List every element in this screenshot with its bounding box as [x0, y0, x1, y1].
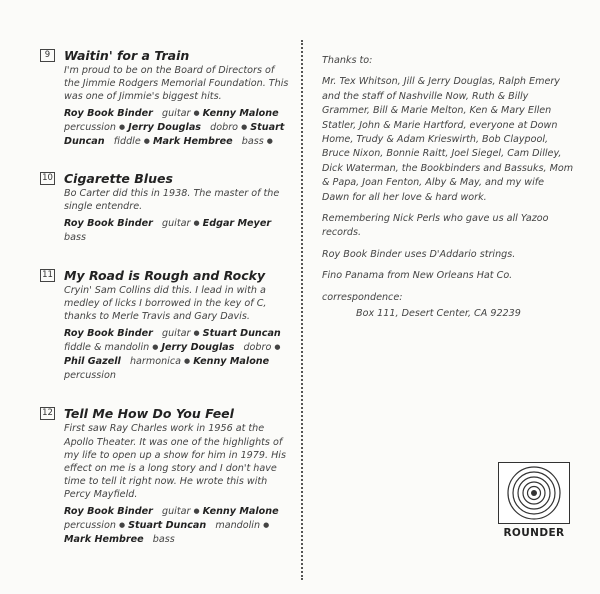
credit-role: dobro: [243, 341, 272, 353]
track-credits: Roy Book Binder guitar ● Stuart Duncan fiddle & mandolin ● Jerry Douglas dobro ● Phil Gazell harmonica ● Kenny Malone percussion: [64, 327, 281, 382]
track-note: I'm proud to be on the Board of Directors of the Jimmie Rodgers Memorial Foundation. This was one of Jimmie's biggest hits.: [64, 65, 289, 103]
rounder-logo: [498, 462, 570, 539]
dotted-divider: [301, 40, 303, 580]
credit-name: Mark Hembree: [152, 136, 233, 148]
concentric-circles-record-icon: [498, 462, 570, 524]
track-notes-column: [40, 48, 290, 568]
track-12: [40, 406, 290, 546]
credit-name: Roy Book Binder: [64, 217, 153, 229]
credit-role: mandolin: [215, 519, 261, 531]
track-11: [40, 268, 290, 382]
track-number: 12: [40, 407, 55, 420]
track-number: 9: [40, 49, 55, 62]
correspondence-label: correspondence:: [322, 291, 403, 303]
credit-name: Stuart Duncan: [64, 121, 285, 148]
track-note: Cryin' Sam Collins did this. I lead in with a medley of licks I borrowed in the key of C, thanks to Merle Travis and Gary Davis.: [64, 285, 267, 323]
track-note: Bo Carter did this in 1938. The master of the single entendre.: [64, 188, 280, 213]
credit-name: Jerry Douglas: [128, 121, 201, 133]
credit-role: bass: [241, 136, 264, 148]
hat-note: Fino Panama from New Orleans Hat Co.: [322, 270, 513, 282]
track-credits: Roy Book Binder guitar ● Kenny Malone percussion ● Jerry Douglas dobro ● Stuart Duncan fiddle ● Mark Hembree bass ●: [64, 107, 285, 148]
track-note: First saw Ray Charles work in 1956 at the Apollo Theater. It was one of the highlights of my life to open up a show for him in 1979. His effect on me is a long story and I don't have time to tell it right now. He wrote this with Percy Mayfield.: [64, 423, 286, 501]
credit-role: bass: [64, 231, 86, 243]
mailing-address: Box 111, Desert Center, CA 92239: [356, 308, 521, 320]
credit-name: Kenny Malone: [202, 107, 279, 119]
track-title: My Road is Rough and Rocky: [64, 268, 266, 284]
logo-label: ROUNDER: [503, 527, 565, 539]
track-credits: Roy Book Binder guitar ● Edgar Meyer bass: [64, 217, 272, 243]
credit-name: Stuart Duncan: [202, 327, 281, 339]
track-title: Cigarette Blues: [64, 171, 173, 187]
credit-role: guitar: [162, 327, 191, 339]
credit-name: Stuart Duncan: [128, 519, 207, 531]
credit-role: fiddle: [113, 136, 141, 148]
remembering-note: Remembering Nick Perls who gave us all Yazoo records.: [322, 213, 549, 239]
strings-note: Roy Book Binder uses D'Addario strings.: [322, 248, 516, 260]
credit-role: percussion: [64, 370, 116, 382]
credit-role: dobro: [210, 121, 239, 133]
credit-name: Jerry Douglas: [161, 341, 235, 353]
track-number: 11: [40, 269, 55, 282]
credit-name: Roy Book Binder: [64, 505, 153, 517]
credit-role: bass: [152, 534, 175, 546]
track-10: [40, 171, 290, 244]
track-title: Tell Me How Do You Feel: [64, 406, 234, 422]
credit-role: fiddle & mandolin: [64, 341, 150, 353]
track-9: [40, 48, 290, 149]
track-number: 10: [40, 172, 55, 185]
thanks-heading: Thanks to:: [322, 55, 373, 66]
credit-name: Roy Book Binder: [64, 327, 153, 339]
credit-role: guitar: [162, 107, 191, 119]
thanks-body: Mr. Tex Whitson, Jill & Jerry Douglas, Ralph Emery and the staff of Nashville Now, Ruth & Billy Grammer, Bill & Marie Melton, Ken & Mary Ellen Statler, John & Marie Hartford, everyone at Down Home, Trudy & Adam Krieswirth, Bob Claypool, Bruce Nixon, Bonnie Raitt, Joel Siegel, Cam Dilley, Dick Waterman, the Bookbinders and Bassuks, Mom & Papa, Joan Fenton, Alby & May, and my wife Dawn for all her love & hard work.: [322, 76, 574, 203]
credit-name: Edgar Meyer: [202, 217, 272, 229]
thanks-column: [322, 54, 574, 329]
credit-name: Kenny Malone: [202, 505, 279, 517]
credit-name: Mark Hembree: [64, 534, 144, 546]
credit-role: guitar: [162, 505, 191, 517]
credit-role: percussion: [64, 121, 116, 133]
credit-name: Kenny Malone: [193, 356, 270, 368]
credit-role: harmonica: [129, 356, 181, 368]
credit-role: percussion: [64, 519, 116, 531]
credit-name: Roy Book Binder: [64, 107, 153, 119]
track-credits: Roy Book Binder guitar ● Kenny Malone percussion ● Stuart Duncan mandolin ● Mark Hembree bass: [64, 505, 279, 546]
credit-name: Phil Gazell: [64, 356, 121, 368]
track-title: Waitin' for a Train: [64, 48, 190, 63]
credit-role: guitar: [162, 217, 191, 229]
